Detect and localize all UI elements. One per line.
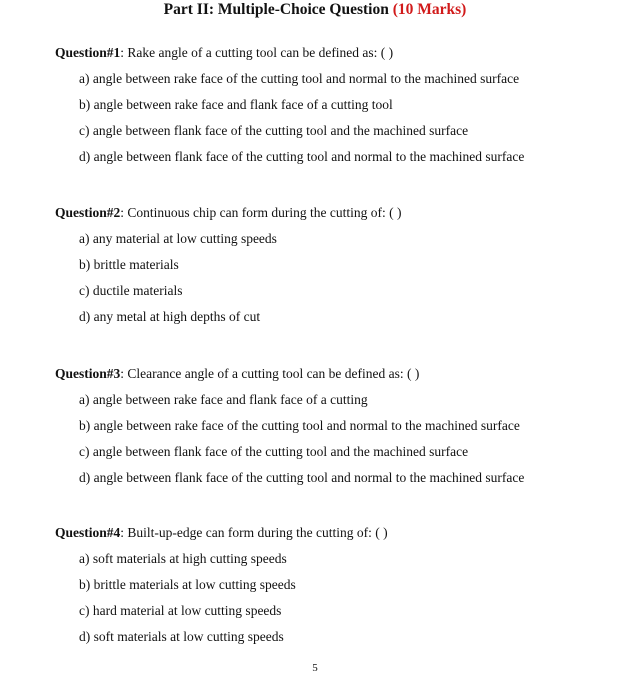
question-3	[55, 361, 615, 491]
option-c: c) ductile materials	[79, 283, 183, 298]
option-b: b) angle between rake face of the cutting tool and normal to the machined surface	[79, 418, 520, 433]
option-b: b) angle between rake face and flank face of a cutting tool	[79, 97, 393, 112]
option-b: b) brittle materials at low cutting speeds	[79, 577, 296, 592]
question-stem	[55, 361, 615, 387]
option-a: a) angle between rake face of the cutting tool and normal to the machined surface	[79, 71, 520, 86]
question-label: Question#2	[55, 205, 121, 220]
option-d: d) soft materials at low cutting speeds	[79, 629, 284, 644]
option-a: a) any material at low cutting speeds	[79, 231, 277, 246]
option-a: a) soft materials at high cutting speeds	[79, 551, 287, 566]
question-4	[55, 520, 615, 650]
question-text: : Built-up-edge can form during the cutting of: ( )	[120, 525, 388, 540]
option-c: c) angle between flank face of the cutting tool and the machined surface	[79, 123, 469, 138]
page-title	[0, 1, 630, 19]
option-d: d) angle between flank face of the cutting tool and normal to the machined surface	[79, 149, 525, 164]
question-text: : Continuous chip can form during the cutting of: ( )	[120, 205, 402, 220]
marks-label: (10 Marks)	[392, 1, 467, 18]
title-text: Part II: Multiple-Choice Question	[163, 1, 389, 18]
question-label: Question#4	[55, 525, 121, 540]
question-1	[55, 40, 615, 170]
option-d: d) angle between flank face of the cutting tool and normal to the machined surface	[79, 470, 525, 485]
question-text: : Clearance angle of a cutting tool can be defined as: ( )	[120, 366, 420, 381]
question-label: Question#1	[55, 45, 121, 60]
question-text: : Rake angle of a cutting tool can be defined as: ( )	[120, 45, 394, 60]
question-label: Question#3	[55, 366, 121, 381]
option-d: d) any metal at high depths of cut	[79, 309, 261, 324]
option-c: c) hard material at low cutting speeds	[79, 603, 282, 618]
question-stem	[55, 200, 615, 226]
question-stem	[55, 520, 615, 546]
page-number: 5	[312, 662, 318, 674]
option-b: b) brittle materials	[79, 257, 179, 272]
question-2	[55, 200, 615, 330]
question-stem	[55, 40, 615, 66]
option-c: c) angle between flank face of the cutting tool and the machined surface	[79, 444, 469, 459]
option-a: a) angle between rake face and flank face of a cutting	[79, 392, 368, 407]
